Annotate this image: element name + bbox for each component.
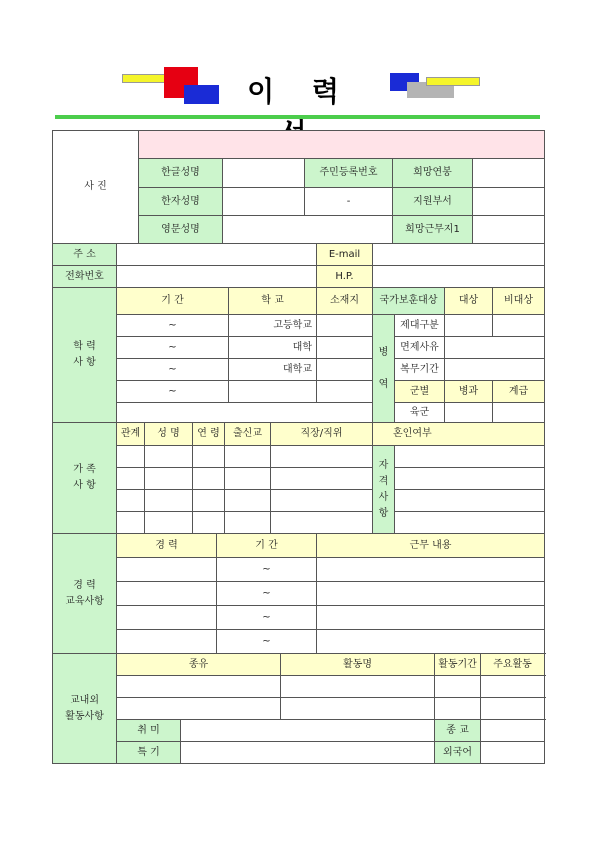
email-label: E-mail [317, 244, 373, 266]
english-name-field[interactable] [223, 216, 393, 244]
desired-salary-field[interactable] [473, 159, 545, 188]
desired-salary-label: 희망연봉 [393, 159, 473, 188]
family-cell[interactable] [145, 446, 193, 468]
activity-period-header: 활동기간 [435, 654, 481, 676]
personal-table [52, 130, 545, 244]
family-cell[interactable] [225, 490, 271, 512]
family-school-header: 출신교 [225, 423, 271, 446]
activity-cell[interactable] [281, 698, 435, 720]
exemption-label: 면제사유 [395, 337, 445, 359]
phone-label: 전화번호 [53, 266, 117, 288]
arm-label: 병과 [445, 381, 493, 403]
edu-school-header: 학 교 [229, 288, 317, 315]
discharge-type-field-2[interactable] [493, 315, 545, 337]
edu-location-1[interactable] [317, 315, 373, 337]
career-cell[interactable] [317, 630, 545, 654]
career-period-1[interactable]: ~ [217, 558, 317, 582]
career-cell[interactable] [117, 630, 217, 654]
career-cell[interactable] [117, 558, 217, 582]
family-cell[interactable] [193, 446, 225, 468]
activity-cell[interactable] [117, 676, 281, 698]
family-cell[interactable] [117, 468, 145, 490]
edu-location-4[interactable] [317, 381, 373, 403]
family-cell[interactable] [225, 468, 271, 490]
exemption-field[interactable] [445, 337, 545, 359]
special-label: 특 기 [117, 742, 181, 764]
military-section-label: 병 역 [373, 315, 395, 423]
activities-section-label: 교내외 활동사항 [53, 654, 117, 764]
address-field[interactable] [117, 244, 317, 266]
edu-school-3[interactable]: 대학교 [229, 359, 317, 381]
education-table [52, 287, 545, 423]
activity-main-header: 주요활동 [481, 654, 545, 676]
document-title: 이 력 [247, 75, 353, 108]
activity-cell[interactable] [435, 676, 481, 698]
desired-location-label: 희망근무지1 [393, 216, 473, 244]
career-details-header: 근무 내용 [317, 534, 545, 558]
edu-school-2[interactable]: 대학 [229, 337, 317, 359]
career-cell[interactable] [317, 582, 545, 606]
career-period-3[interactable]: ~ [217, 606, 317, 630]
contact-table [52, 243, 545, 288]
career-cell[interactable] [317, 558, 545, 582]
family-cell[interactable] [145, 490, 193, 512]
license-cell[interactable] [395, 490, 545, 512]
discharge-type-field[interactable] [445, 315, 493, 337]
service-period-label: 복무기간 [395, 359, 445, 381]
religion-field[interactable] [481, 720, 545, 742]
title-rule [55, 115, 540, 119]
veteran-target[interactable]: 대상 [445, 288, 493, 315]
language-label: 외국어 [435, 742, 481, 764]
english-name-label: 영문성명 [139, 216, 223, 244]
activity-cell[interactable] [481, 676, 545, 698]
hanja-name-label: 한자성명 [139, 188, 223, 216]
resident-no-label: 주민등록번호 [305, 159, 393, 188]
address-label: 주 소 [53, 244, 117, 266]
edu-school-1[interactable]: 고등학교 [229, 315, 317, 337]
resident-no-field[interactable]: - [305, 188, 393, 216]
applied-dept-label: 지원부서 [393, 188, 473, 216]
license-cell[interactable] [395, 468, 545, 490]
edu-school-4[interactable] [229, 381, 317, 403]
applied-dept-field[interactable] [473, 188, 545, 216]
license-section-label: 자 격 사 항 [373, 446, 395, 534]
activity-cell[interactable] [481, 698, 545, 720]
family-cell[interactable] [117, 512, 145, 534]
career-cell[interactable] [317, 606, 545, 630]
arm-field[interactable] [445, 403, 493, 423]
korean-name-label: 한글성명 [139, 159, 223, 188]
desired-location-field[interactable] [473, 216, 545, 244]
family-marital-header: 혼인여부 [373, 423, 545, 446]
hanja-name-field[interactable] [223, 188, 305, 216]
activity-cell[interactable] [435, 698, 481, 720]
discharge-type-label: 제대구분 [395, 315, 445, 337]
veteran-label: 국가보훈대상 [373, 288, 445, 315]
special-field[interactable] [181, 742, 435, 764]
edu-period-4[interactable]: ~ [117, 381, 229, 403]
activity-cell[interactable] [281, 676, 435, 698]
activity-name-header: 활동명 [281, 654, 435, 676]
rank-label: 계급 [493, 381, 545, 403]
service-period-field[interactable] [445, 359, 545, 381]
family-cell[interactable] [271, 468, 373, 490]
edu-period-3[interactable]: ~ [117, 359, 229, 381]
career-cell[interactable] [117, 582, 217, 606]
edu-location-2[interactable] [317, 337, 373, 359]
career-period-header: 기 간 [217, 534, 317, 558]
family-cell[interactable] [117, 490, 145, 512]
blue-square-left [184, 85, 219, 104]
family-cell[interactable] [271, 490, 373, 512]
family-cell[interactable] [193, 468, 225, 490]
family-cell[interactable] [145, 468, 193, 490]
phone-field[interactable] [117, 266, 317, 288]
career-cell[interactable] [117, 606, 217, 630]
yellow-bar-right [426, 77, 480, 86]
career-table [52, 533, 545, 654]
title-banner-cell[interactable] [139, 131, 545, 159]
family-cell[interactable] [145, 512, 193, 534]
activity-type-header: 종유 [117, 654, 281, 676]
family-age-header: 연 령 [193, 423, 225, 446]
family-cell[interactable] [193, 512, 225, 534]
career-period-2[interactable]: ~ [217, 582, 317, 606]
family-cell[interactable] [225, 446, 271, 468]
email-field[interactable] [373, 244, 545, 266]
family-relation-header: 관계 [117, 423, 145, 446]
family-cell[interactable] [271, 512, 373, 534]
korean-name-field[interactable] [223, 159, 305, 188]
family-cell[interactable] [225, 512, 271, 534]
education-section-label: 학 력 사 항 [53, 288, 117, 423]
career-section-label: 경 력 교육사항 [53, 534, 117, 654]
activities-table [52, 653, 545, 764]
activity-cell[interactable] [117, 698, 281, 720]
photo-label: 사 진 [53, 131, 139, 244]
branch-label: 군별 [395, 381, 445, 403]
hp-field[interactable] [373, 266, 545, 288]
edu-location-header: 소재지 [317, 288, 373, 315]
career-experience-header: 경 력 [117, 534, 217, 558]
hp-label: H.P. [317, 266, 373, 288]
hobby-field[interactable] [181, 720, 435, 742]
veteran-non-target[interactable]: 비대상 [493, 288, 545, 315]
edu-extra-row[interactable] [117, 403, 373, 423]
family-name-header: 성 명 [145, 423, 193, 446]
career-period-4[interactable]: ~ [217, 630, 317, 654]
edu-period-header: 기 간 [117, 288, 229, 315]
edu-period-1[interactable]: ~ [117, 315, 229, 337]
family-job-header: 직장/직위 [271, 423, 373, 446]
rank-field[interactable] [493, 403, 545, 423]
hobby-label: 취 미 [117, 720, 181, 742]
family-cell[interactable] [271, 446, 373, 468]
branch-value[interactable]: 육군 [395, 403, 445, 423]
family-cell[interactable] [193, 490, 225, 512]
family-cell[interactable] [117, 446, 145, 468]
edu-location-3[interactable] [317, 359, 373, 381]
religion-label: 종 교 [435, 720, 481, 742]
family-section-label: 가 족 사 항 [53, 423, 117, 534]
license-cell[interactable] [395, 446, 545, 468]
family-table [52, 422, 545, 534]
edu-period-2[interactable]: ~ [117, 337, 229, 359]
language-field[interactable] [481, 742, 545, 764]
license-cell[interactable] [395, 512, 545, 534]
